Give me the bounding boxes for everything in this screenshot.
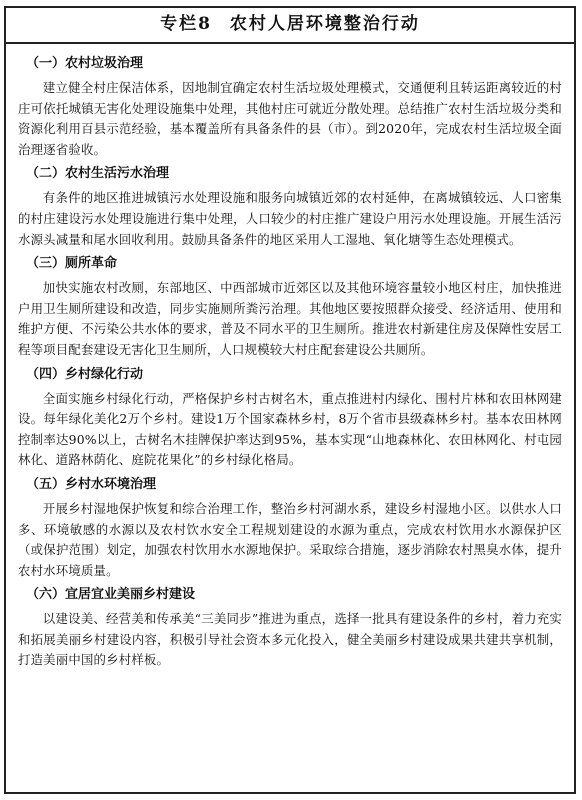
box-title: 农村人居环境整治行动 xyxy=(229,14,420,34)
section-paragraph: 开展乡村湿地保护恢复和综合治理工作，整治乡村河湖水系，建设乡村湿地小区。以供水人口多、环境敏感的水源以及农村饮水安全工程规划建设的水源为重点，完成农村饮用水水源保护区（或保护范围）划定，加强农村饮用水水源地保护。采取综合措施，逐步消除农村黑臭水体，提升农村水环境质量。 xyxy=(18,500,562,578)
section-paragraph: 有条件的地区推进城镇污水处理设施和服务向城镇近郊的农村延伸，在离城镇较远、人口密集的村庄建设污水处理设施进行集中处理，人口较少的村庄推广建设户用污水处理设施。开展生活污水源头减量和尾水回收利用。鼓励具备条件的地区采用人工湿地、氧化塘等生态处理模式。 xyxy=(18,190,562,247)
section xyxy=(18,476,562,581)
section xyxy=(18,366,562,471)
box-title-bar xyxy=(6,8,574,44)
section xyxy=(18,165,562,250)
section-paragraph: 以建设美、经营美和传承美“三美同步”推进为重点，选择一批具有建设条件的乡村，着力充实和拓展美丽乡村建设内容，积极引导社会资本多元化投入，健全美丽乡村建设成果共建共享机制，打造美丽中国的乡村样板。 xyxy=(18,611,562,668)
box-label: 专栏8 xyxy=(160,14,212,34)
section-heading: （五）乡村水环境治理 xyxy=(26,476,157,492)
section-heading: （三）厕所革命 xyxy=(26,256,118,272)
document-box xyxy=(4,6,576,794)
section-heading: （二）农村生活污水治理 xyxy=(26,166,170,182)
document-body xyxy=(6,44,574,671)
section xyxy=(18,255,562,360)
section xyxy=(18,586,562,671)
section-paragraph: 全面实施乡村绿化行动，严格保护乡村古树名木，重点推进村内绿化、围村片林和农田林网建设。每年绿化美化2万个乡村。建设1万个国家森林乡村，8万个省市县级森林乡村。基本农田林网控制率达90%以上，古树名木挂牌保护率达到95%，基本实现“山地森林化、农田林网化、村屯园林化、道路林荫化、庭院花果化”的乡村绿化格局。 xyxy=(18,390,562,468)
section-heading: （四）乡村绿化行动 xyxy=(26,366,144,382)
section-heading: （六）宜居宜业美丽乡村建设 xyxy=(26,587,196,603)
section-paragraph: 加快实施农村改厕，东部地区、中西部城市近郊区以及其他环境容量较小地区村庄，加快推进户用卫生厕所建设和改造，同步实施厕所粪污治理。其他地区要按照群众接受、经济适用、使用和维护方便、不污染公共水体的要求，普及不同水平的卫生厕所。推进农村新建住房及保障性安居工程等项目配套建设无害化卫生厕所，人口规模较大村庄配套建设公共厕所。 xyxy=(18,280,562,357)
section-heading: （一）农村垃圾治理 xyxy=(26,56,144,71)
section-paragraph: 建立健全村庄保洁体系，因地制宜确定农村生活垃圾处理模式，交通便利且转运距离较近的村庄可依托城镇无害化处理设施集中处理，其他村庄可就近分散处理。总结推广农村生活垃圾分类和资源化利用百县示范经验，基本覆盖所有具备条件的县（市）。到2020年，完成农村生活垃圾全面治理逐省验收。 xyxy=(18,80,562,157)
section xyxy=(18,55,562,160)
